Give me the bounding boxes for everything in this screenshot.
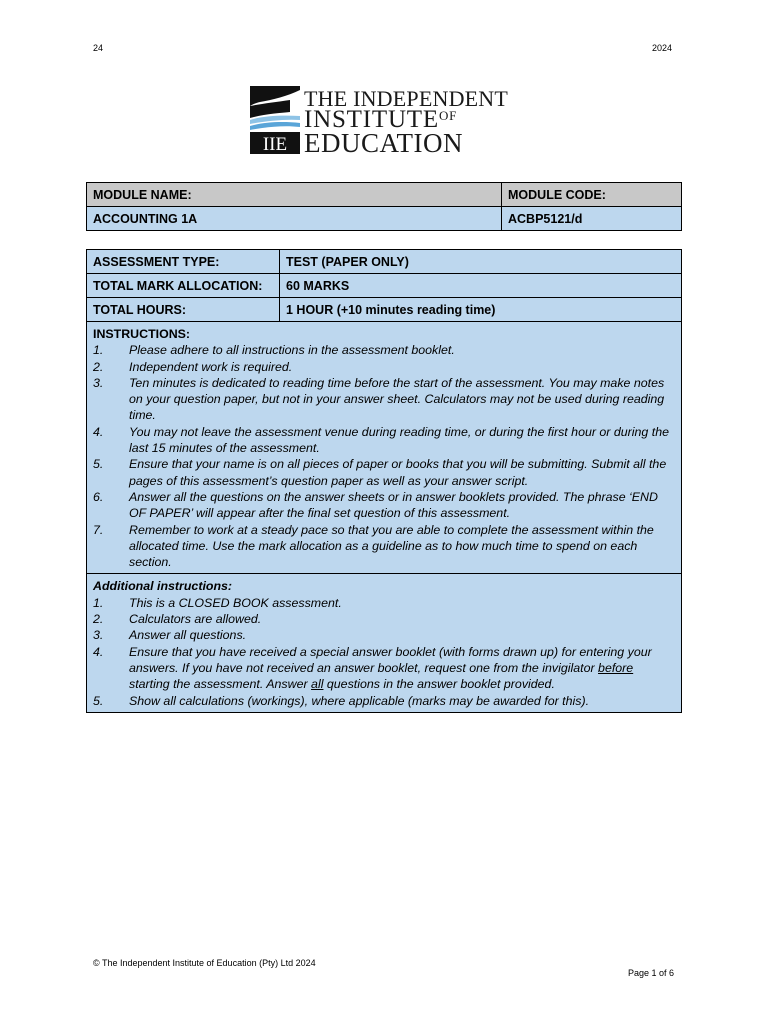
list-item: 7. Remember to work at a steady pace so that you are able to complete the assessment within the allocated time. Use the mark allocation as a guideline as to how much time to spend on each section. xyxy=(93,522,654,570)
logo-line-3: EDUCATION xyxy=(304,128,463,158)
mark-allocation-label: TOTAL MARK ALLOCATION: xyxy=(87,274,280,298)
additional-instructions-section xyxy=(87,574,682,712)
module-table xyxy=(86,182,682,231)
header-left-number: 24 xyxy=(93,43,104,53)
list-item: 1. Please adhere to all instructions in the assessment booklet. xyxy=(93,343,455,358)
logo-line-2: $INSTITUTE^{OF}$ xyxy=(304,106,458,133)
logo-mark-text: IIE xyxy=(262,134,288,154)
additional-instructions-list xyxy=(93,595,675,709)
module-name-value: ACCOUNTING 1A xyxy=(87,207,502,231)
instructions-list xyxy=(93,342,675,570)
assessment-table xyxy=(86,249,682,713)
list-item: 1. This is a CLOSED BOOK assessment. xyxy=(93,595,342,610)
list-item: 3. Ten minutes is dedicated to reading time before the start of the assessment. You may make notes on your question paper, but not in your answer sheet. Calculators may not be used during reading time. xyxy=(93,375,665,423)
assessment-type-label: ASSESSMENT TYPE: xyxy=(87,250,280,274)
header-year: 2024 xyxy=(652,43,673,53)
iie-logo-mark xyxy=(250,86,300,154)
module-name-label: MODULE NAME: xyxy=(87,183,502,207)
module-code-label: MODULE CODE: xyxy=(502,183,682,207)
mark-allocation-value: 60 MARKS xyxy=(280,274,682,298)
iie-logo xyxy=(250,86,518,156)
instructions-section xyxy=(87,322,682,574)
page-number: Page 1 of 6 xyxy=(628,968,675,978)
list-item: 4. Ensure that you have received a special answer booklet (with forms drawn up) for entering your answers. If you have not received an answer booklet, request one from the invigilator before starting the assessment. Answer all questions in the answer booklet provided. xyxy=(93,644,652,692)
total-hours-label: TOTAL HOURS: xyxy=(87,298,280,322)
total-hours-value: 1 HOUR (+10 minutes reading time) xyxy=(280,298,682,322)
list-item: 5. Show all calculations (workings), where applicable (marks may be awarded for this). xyxy=(93,693,590,708)
instructions-title: INSTRUCTIONS: xyxy=(93,327,191,341)
list-item: 4. You may not leave the assessment venue during reading time, or during the first hour or during the last 15 minutes of the assessment. xyxy=(93,424,669,456)
module-code-value: ACBP5121/d xyxy=(502,207,682,231)
copyright-footer: © The Independent Institute of Education (Pty) Ltd 2024 xyxy=(93,958,316,968)
list-item: 5. Ensure that your name is on all pieces of paper or books that you will be submitting. Submit all the pages of this assessment’s question paper as well as your answer script. xyxy=(93,457,667,488)
assessment-type-value: TEST (PAPER ONLY) xyxy=(280,250,682,274)
list-item: 2. Independent work is required. xyxy=(93,359,293,374)
logo-line-1: THE INDEPENDENT xyxy=(304,86,509,111)
list-item: 2. Calculators are allowed. xyxy=(93,612,262,627)
list-item: 3. Answer all questions. xyxy=(93,628,247,643)
additional-instructions-title: Additional instructions: xyxy=(93,579,233,594)
list-item: 6. Answer all the questions on the answer sheets or in answer booklets provided. The phrase ‘END OF PAPER’ will appear after the final set question of this assessment. xyxy=(93,489,658,521)
